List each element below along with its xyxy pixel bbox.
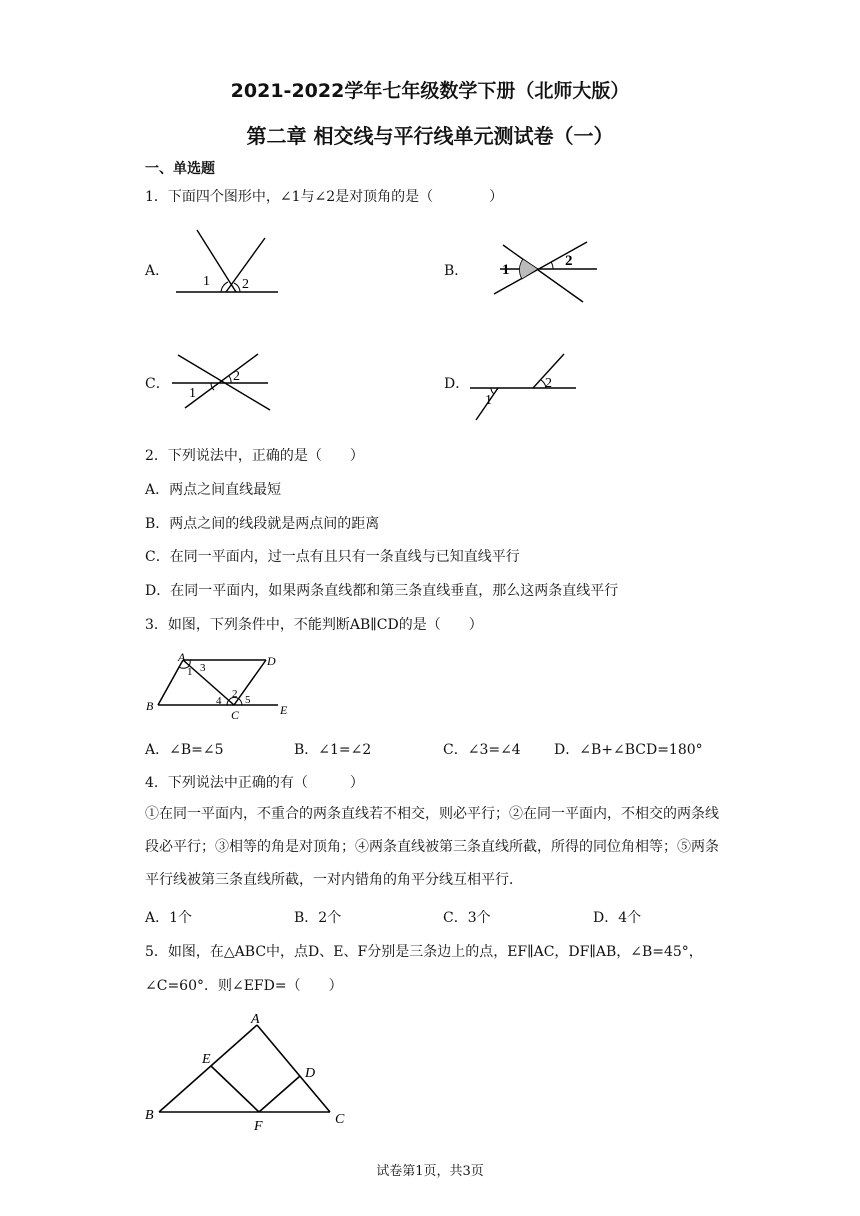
q1c-angle-1: 1 bbox=[189, 386, 196, 401]
section-heading: 一、单选题 bbox=[145, 161, 215, 177]
q3-point-d: D bbox=[267, 654, 276, 668]
q3-point-e: E bbox=[280, 703, 288, 717]
q3-point-a: A bbox=[178, 650, 186, 664]
q5-point-d: D bbox=[305, 1066, 316, 1081]
q2-option-d: D．在同一平面内，如果两条直线都和第三条直线垂直，那么这两条直线平行 bbox=[145, 583, 619, 599]
q1-figure-b bbox=[490, 235, 600, 307]
q4-option-c: C．3个 bbox=[443, 910, 491, 926]
q1b-angle-1: 1 bbox=[502, 262, 510, 278]
q5-stem-line2: ∠C=60°．则∠EFD=（ ） bbox=[145, 978, 343, 994]
q1-option-a-label: A． bbox=[145, 263, 170, 279]
q1a-angle-1: 1 bbox=[203, 274, 210, 289]
q5-triangle-figure bbox=[140, 1005, 355, 1140]
q3-figure bbox=[143, 648, 303, 723]
q3-angle-2: 2 bbox=[232, 688, 238, 700]
q1-option-d-label: D． bbox=[444, 376, 470, 392]
q4-stem: 4．下列说法中正确的有（ ） bbox=[145, 775, 364, 791]
q4-option-d: D．4个 bbox=[593, 910, 642, 926]
q5-point-e: E bbox=[202, 1052, 211, 1067]
q4-statements: ①在同一平面内，不重合的两条直线若不相交，则必平行；②在同一平面内，不相交的两条线段必平行；③相等的角是对顶角；④两条直线被第三条直线所截，所得的同位角相等；⑤两条平行线被第三条直线所截，一对内错角的角平分线互相平行． bbox=[145, 806, 719, 888]
q1-option-c-label: C． bbox=[145, 376, 170, 392]
q3-angle-5: 5 bbox=[245, 694, 251, 706]
q1-figure-a bbox=[170, 225, 290, 300]
page-footer: 试卷第1页，共3页 bbox=[376, 1164, 484, 1179]
q3-option-c: C．∠3=∠4 bbox=[443, 742, 521, 758]
q4-option-b: B．2个 bbox=[294, 910, 342, 926]
q4-option-a: A．1个 bbox=[145, 910, 193, 926]
q5-stem-line1: 5．如图，在△ABC中，点D、E、F分别是三条边上的点，EF∥AC，DF∥AB，∠B=45°， bbox=[145, 944, 703, 960]
q5-point-a: A bbox=[251, 1012, 260, 1027]
q3-point-b: B bbox=[146, 699, 154, 713]
q3-option-d: D．∠B+∠BCD=180° bbox=[554, 742, 703, 758]
q3-angle-3: 3 bbox=[200, 662, 206, 674]
q2-option-a: A．两点之间直线最短 bbox=[145, 482, 282, 498]
q1-stem: 1．下面四个图形中，∠1与∠2是对顶角的是（ ） bbox=[145, 189, 504, 205]
q3-point-c: C bbox=[231, 708, 240, 722]
q3-angle-4: 4 bbox=[216, 695, 222, 707]
q1d-angle-1: 1 bbox=[485, 393, 492, 408]
q5-point-b: B bbox=[145, 1108, 154, 1123]
q3-option-b: B．∠1=∠2 bbox=[294, 742, 372, 758]
q5-point-f: F bbox=[254, 1119, 263, 1134]
q1-figure-d bbox=[468, 350, 580, 428]
q3-option-a: A．∠B=∠5 bbox=[145, 742, 224, 758]
q1-option-b-label: B． bbox=[444, 263, 469, 279]
q1-figure-c bbox=[170, 350, 275, 412]
q1c-angle-2: 2 bbox=[233, 369, 240, 384]
q2-stem: 2．下列说法中，正确的是（ ） bbox=[145, 448, 364, 464]
q3-stem: 3．如图，下列条件中，不能判断AB∥CD的是（ ） bbox=[145, 617, 483, 633]
q2-option-b: B．两点之间的线段就是两点间的距离 bbox=[145, 516, 380, 532]
q1d-angle-2: 2 bbox=[545, 376, 552, 391]
q5-point-c: C bbox=[335, 1112, 345, 1127]
exam-title: 2021-2022学年七年级数学下册（北师大版） bbox=[230, 80, 630, 102]
q2-option-c: C．在同一平面内，过一点有且只有一条直线与已知直线平行 bbox=[145, 549, 520, 565]
q1a-angle-2: 2 bbox=[242, 277, 249, 292]
q1b-angle-2: 2 bbox=[565, 253, 573, 269]
chapter-title: 第二章 相交线与平行线单元测试卷（一） bbox=[246, 124, 614, 148]
q3-angle-1: 1 bbox=[187, 666, 193, 678]
